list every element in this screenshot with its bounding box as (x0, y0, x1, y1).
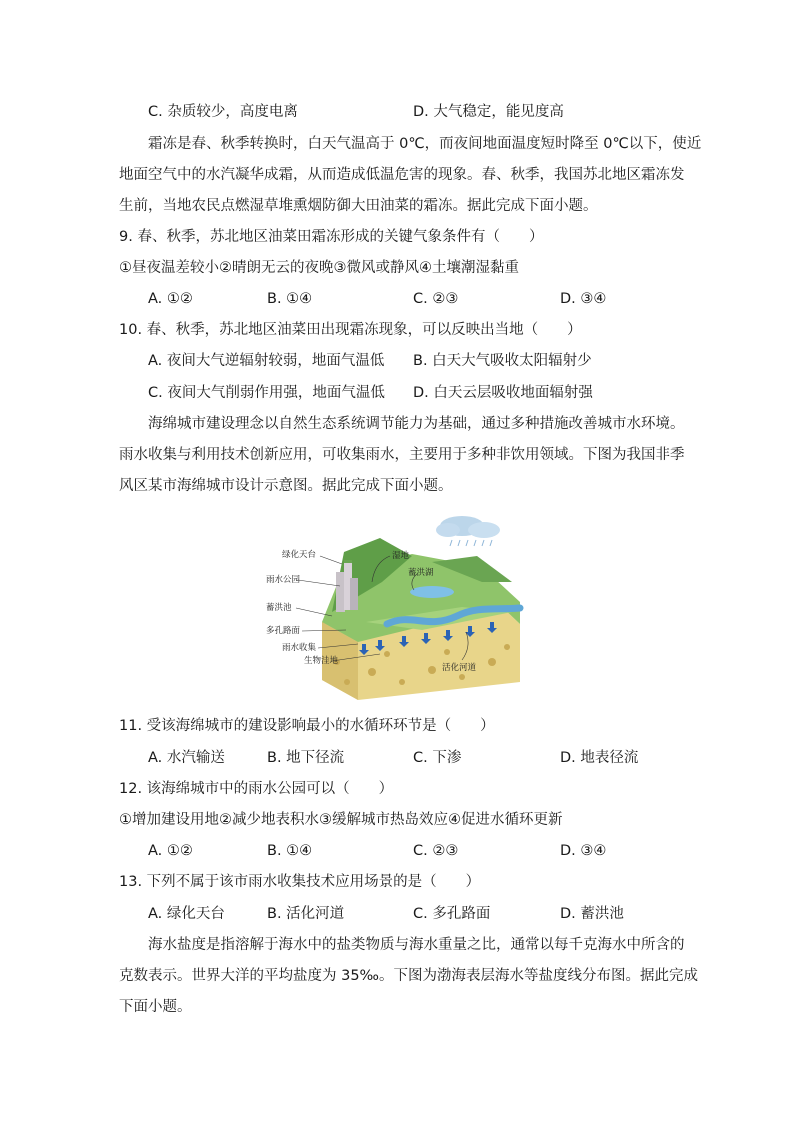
frost-passage-line-2: 地面空气中的水汽凝华成霜，从而造成低温危害的现象。春、秋季，我国苏北地区霜冻发 (119, 167, 685, 183)
label-green-roof: 绿化天台 (282, 550, 317, 560)
salinity-passage-line-2: 克数表示。世界大洋的平均盐度为 35‰。下图为渤海表层海水等盐度线分布图。据此完成 (119, 968, 699, 984)
q12-option-a: A. ①② (148, 843, 193, 859)
q10-stem: 10. 春、秋季，苏北地区油菜田出现霜冻现象，可以反映出当地（ ） (119, 322, 582, 338)
label-bio-ditch: 生物洼地 (304, 656, 339, 666)
q12-items: ①增加建设用地②减少地表积水③缓解城市热岛效应④促进水循环更新 (119, 812, 563, 828)
q13-option-a: A. 绿化天台 (148, 906, 225, 922)
sponge-passage-line-1: 海绵城市建设理念以自然生态系统调节能力为基础，通过多种措施改善城市水环境。 (148, 416, 685, 432)
salinity-passage-line-3: 下面小题。 (119, 999, 192, 1015)
frost-passage-line-1: 霜冻是春、秋季转换时，白天气温高于 0℃，而夜间地面温度短时降至 0℃以下，使近 (148, 136, 702, 152)
salinity-passage-line-1: 海水盐度是指溶解于海水中的盐类物质与海水重量之比，通常以每千克海水中所含的 (148, 937, 685, 953)
label-living-river: 活化河道 (442, 663, 477, 673)
q11-option-d: D. 地表径流 (560, 750, 639, 766)
q12-stem: 12. 该海绵城市中的雨水公园可以（ ） (119, 781, 394, 797)
label-rain-park: 雨水公园 (266, 575, 301, 585)
q12-option-b: B. ①④ (267, 843, 313, 859)
q9-items: ①昼夜温差较小②晴朗无云的夜晚③微风或静风④土壤潮湿黏重 (119, 260, 519, 276)
q13-stem: 13. 下列不属于该市雨水收集技术应用场景的是（ ） (119, 874, 481, 890)
q10-option-b: B. 白天大气吸收太阳辐射少 (413, 353, 592, 369)
q12-option-d: D. ③④ (560, 843, 607, 859)
label-porous-road: 多孔路面 (266, 626, 301, 636)
q9-option-c: C. ②③ (413, 291, 459, 307)
q13-option-d: D. 蓄洪池 (560, 906, 624, 922)
frost-passage-line-3: 生前，当地农民点燃湿草堆熏烟防御大田油菜的霜冻。据此完成下面小题。 (119, 198, 598, 214)
q9-stem: 9. 春、秋季，苏北地区油菜田霜冻形成的关键气象条件有（ ） (119, 229, 544, 245)
q12-option-c: C. ②③ (413, 843, 459, 859)
q11-option-c: C. 下渗 (413, 750, 462, 766)
label-flood-pool: 蓄洪池 (266, 603, 292, 613)
q10-option-a: A. 夜间大气逆辐射较弱，地面气温低 (148, 353, 385, 369)
q9-option-a: A. ①② (148, 291, 193, 307)
q9-option-d: D. ③④ (560, 291, 607, 307)
rain-cloud-icon (436, 516, 500, 546)
label-wetland: 湿地 (392, 551, 410, 561)
q10-option-c: C. 夜间大气削弱作用强，地面气温低 (148, 385, 385, 401)
q11-stem: 11. 受该海绵城市的建设影响最小的水循环环节是（ ） (119, 718, 495, 734)
q13-option-c: C. 多孔路面 (413, 906, 491, 922)
q8-option-d: D. 大气稳定，能见度高 (413, 104, 564, 120)
sponge-passage-line-3: 风区某市海绵城市设计示意图。据此完成下面小题。 (119, 478, 453, 494)
q10-option-d: D. 白天云层吸收地面辐射强 (413, 385, 593, 401)
sponge-city-diagram (262, 512, 530, 704)
q11-option-a: A. 水汽输送 (148, 750, 225, 766)
q9-option-b: B. ①④ (267, 291, 313, 307)
q11-option-b: B. 地下径流 (267, 750, 345, 766)
label-flood-lake: 蓄洪湖 (408, 568, 434, 578)
lake (410, 586, 454, 598)
label-rain-collect: 雨水收集 (282, 643, 317, 653)
sponge-passage-line-2: 雨水收集与利用技术创新应用，可收集雨水，主要用于多种非饮用领域。下图为我国非季 (119, 447, 685, 463)
q8-option-c: C. 杂质较少，高度电离 (148, 104, 298, 120)
q13-option-b: B. 活化河道 (267, 906, 345, 922)
